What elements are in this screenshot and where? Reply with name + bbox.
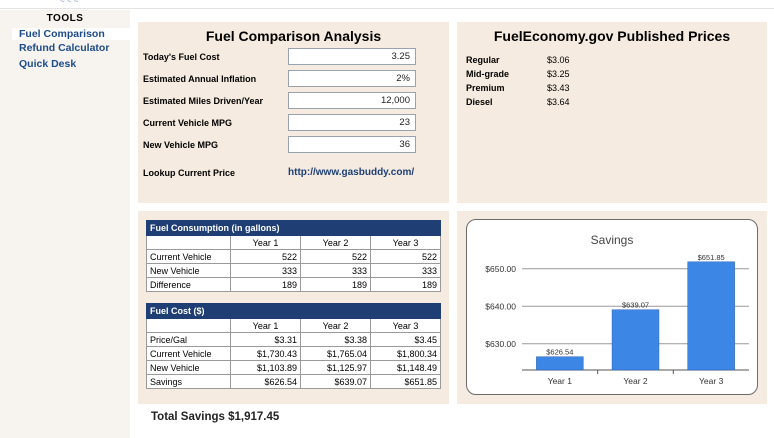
savings-chart-panel (457, 211, 767, 404)
cell: $3.45 (371, 333, 441, 347)
table-row (147, 278, 441, 292)
inflation-input[interactable] (288, 70, 416, 87)
cell: $3.38 (301, 333, 371, 347)
table-row (147, 347, 441, 361)
current-mpg-label: Current Vehicle MPG (143, 118, 233, 128)
row-label: Savings (147, 375, 231, 389)
price-value: $3.43 (547, 83, 570, 93)
tables-panel (138, 211, 449, 423)
table-row (147, 264, 441, 278)
price-row (466, 97, 570, 107)
sidebar-item-refund-calculator[interactable]: Refund Calculator (19, 42, 110, 54)
y-tick-label: $640.00 (485, 301, 516, 312)
cell: $639.07 (301, 375, 371, 389)
x-tick-label: Year 2 (623, 376, 648, 386)
fuel-cost-table (146, 303, 441, 389)
cell: 522 (301, 250, 371, 264)
price-label: Diesel (466, 97, 493, 107)
lookup-label: Lookup Current Price (143, 168, 236, 178)
bar-value-label: $651.85 (697, 252, 725, 262)
sidebar-item-fuel-comparison[interactable]: Fuel Comparison (12, 28, 130, 40)
fuel-cost-input[interactable] (288, 48, 416, 65)
col-header: Year 1 (231, 319, 301, 333)
bar (536, 357, 583, 370)
new-mpg-input[interactable] (288, 136, 416, 153)
col-header: Year 3 (371, 319, 441, 333)
new-mpg-label: New Vehicle MPG (143, 140, 219, 150)
col-header: Year 3 (371, 236, 441, 250)
bar-value-label: $639.07 (621, 300, 650, 310)
cell: $1,800.34 (371, 347, 441, 361)
miles-label: Estimated Miles Driven/Year (143, 96, 264, 106)
fuel-comparison-panel (138, 22, 449, 203)
cell: 189 (301, 278, 371, 292)
cell: 189 (371, 278, 441, 292)
cell: 522 (371, 250, 441, 264)
cell: 333 (231, 264, 301, 278)
consumption-title: Fuel Consumption (in gallons) (147, 221, 441, 236)
total-savings: Total Savings $1,917.45 (151, 411, 280, 423)
fuel-consumption-table (146, 220, 441, 292)
chart-title: Savings (590, 233, 634, 247)
table-row (147, 333, 441, 347)
chart-frame (466, 219, 758, 395)
analysis-title: Fuel Comparison Analysis (205, 28, 382, 44)
y-tick-label: $630.00 (485, 338, 516, 349)
price-label: Regular (466, 55, 500, 65)
price-row (466, 83, 570, 93)
x-tick-label: Year 1 (547, 376, 572, 386)
price-label: Premium (466, 83, 505, 93)
cell: 333 (371, 264, 441, 278)
col-header: Year 2 (301, 319, 371, 333)
bar (612, 310, 659, 370)
row-label: Difference (147, 278, 231, 292)
published-title: FuelEconomy.gov Published Prices (493, 28, 731, 44)
cell: $1,730.43 (231, 347, 301, 361)
empty-cell (147, 319, 231, 333)
row-label: New Vehicle (147, 361, 231, 375)
sidebar-item-quick-desk[interactable]: Quick Desk (19, 58, 77, 70)
cell: 189 (231, 278, 301, 292)
sidebar (0, 10, 130, 438)
cell: $1,103.89 (231, 361, 301, 375)
row-label: Current Vehicle (147, 250, 231, 264)
cost-title: Fuel Cost ($) (147, 304, 441, 319)
price-value: $3.25 (547, 69, 570, 79)
bar-value-label: $626.54 (546, 347, 574, 357)
row-label: Price/Gal (147, 333, 231, 347)
price-row (466, 69, 570, 79)
tools-title: TOOLS (46, 13, 84, 24)
miles-input[interactable] (288, 92, 416, 109)
current-mpg-input[interactable] (288, 114, 416, 131)
col-header: Year 2 (301, 236, 371, 250)
col-header: Year 1 (231, 236, 301, 250)
cell: $3.31 (231, 333, 301, 347)
cell: $1,148.49 (371, 361, 441, 375)
top-strip-fragment: ~ ~ ~ (60, 0, 79, 6)
table-row (147, 361, 441, 375)
price-value: $3.06 (547, 55, 570, 65)
price-label: Mid-grade (466, 69, 510, 79)
savings-chart (467, 220, 757, 394)
price-row (466, 55, 570, 65)
price-value: $3.64 (547, 97, 570, 107)
x-tick-label: Year 3 (699, 376, 724, 386)
cell: 522 (231, 250, 301, 264)
cell: $626.54 (231, 375, 301, 389)
inflation-label: Estimated Annual Inflation (143, 74, 257, 84)
empty-cell (147, 236, 231, 250)
cell: $1,765.04 (301, 347, 371, 361)
row-label: New Vehicle (147, 264, 231, 278)
fuel-cost-label: Today's Fuel Cost (143, 52, 220, 62)
y-tick-label: $650.00 (485, 263, 516, 274)
row-label: Current Vehicle (147, 347, 231, 361)
gasbuddy-link[interactable]: http://www.gasbuddy.com/ (288, 167, 415, 178)
published-prices-panel (457, 22, 767, 203)
cell: $1,125.97 (301, 361, 371, 375)
table-row (147, 250, 441, 264)
top-strip (0, 0, 774, 9)
table-row (147, 375, 441, 389)
cell: $651.85 (371, 375, 441, 389)
cell: 333 (301, 264, 371, 278)
bar (688, 262, 735, 370)
